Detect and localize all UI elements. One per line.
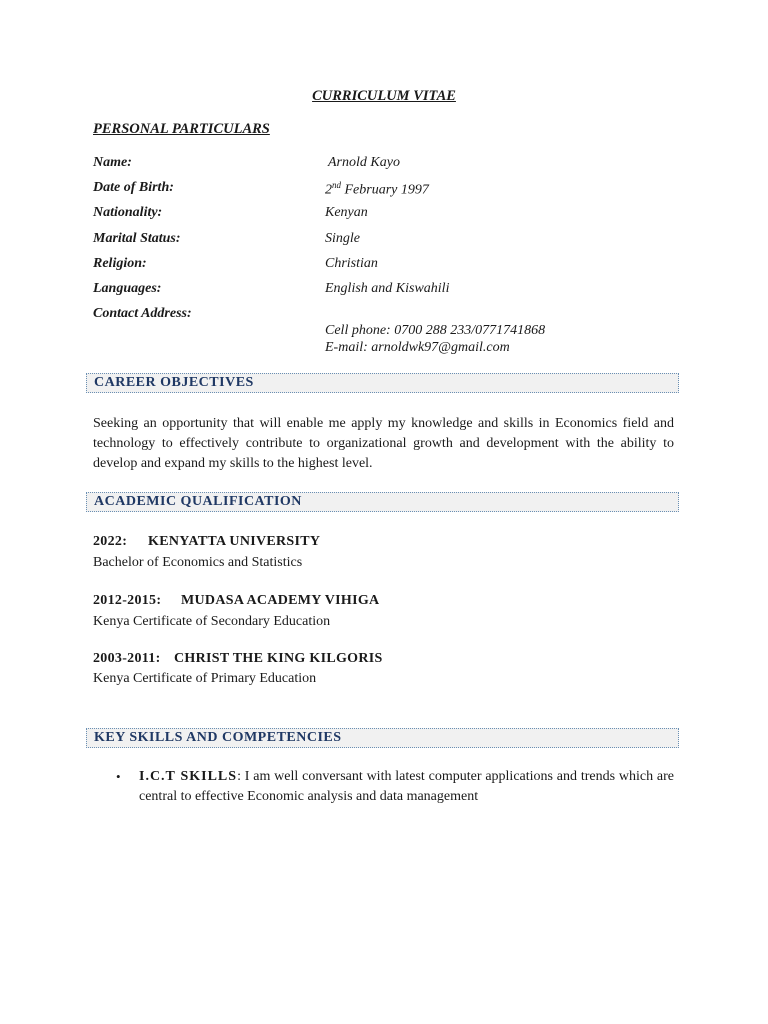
qualification-institution: CHRIST THE KING KILGORIS [174, 651, 383, 666]
field-value-dob [325, 180, 429, 199]
career-objectives-heading: CAREER OBJECTIVES [94, 375, 254, 390]
dob-day: 2 [325, 182, 332, 198]
field-row-marital-status [93, 231, 693, 251]
field-label-contact-address: Contact Address: [93, 306, 192, 321]
field-value-religion: Christian [325, 256, 378, 271]
qualification-award-3: Kenya Certificate of Primary Education [93, 671, 317, 686]
document-title: CURRICULUM VITAE [312, 88, 456, 104]
field-label-languages: Languages: [93, 281, 162, 296]
qualification-year: 2012-2015: [93, 593, 162, 608]
field-row-dob [93, 180, 693, 200]
cell-phone: Cell phone: 0700 288 233/0771741868 [325, 323, 546, 338]
personal-particulars-heading: PERSONAL PARTICULARS [93, 121, 270, 137]
field-row-nationality [93, 205, 693, 225]
career-objectives-band [86, 373, 679, 393]
qualification-heading-3 [93, 651, 383, 667]
skill-item [139, 767, 674, 807]
field-label-religion: Religion: [93, 256, 147, 271]
qualification-heading-1 [93, 534, 320, 550]
field-label-marital-status: Marital Status: [93, 231, 181, 246]
field-value-marital-status: Single [325, 231, 360, 246]
qualification-institution: KENYATTA UNIVERSITY [148, 534, 321, 549]
qualification-year: 2022: [93, 534, 128, 549]
field-value-name: Arnold Kayo [328, 155, 400, 170]
academic-qualification-heading: ACADEMIC QUALIFICATION [94, 494, 302, 509]
field-value-languages: English and Kiswahili [325, 281, 450, 296]
qualification-award-2: Kenya Certificate of Secondary Education [93, 614, 331, 629]
dob-day-suffix: nd [332, 180, 341, 190]
field-row-languages [93, 281, 693, 301]
key-skills-heading: KEY SKILLS AND COMPETENCIES [94, 730, 342, 745]
career-objectives-text: Seeking an opportunity that will enable me apply my knowledge and skills in Economics field and technology to effectively contribute to organizational growth and development with the ability to develop and expand my skills to the highest level. [93, 416, 674, 471]
academic-qualification-band [86, 492, 679, 512]
qualification-heading-2 [93, 593, 379, 609]
qualification-year: 2003-2011: [93, 651, 161, 666]
field-row-religion [93, 256, 693, 276]
skill-description: : I am well conversant with latest computer applications and trends which are central to effective Economic analysis and data management [139, 769, 674, 804]
qualification-award-1: Bachelor of Economics and Statistics [93, 555, 303, 570]
field-label-nationality: Nationality: [93, 205, 163, 220]
skill-name: I.C.T SKILLS [139, 769, 238, 784]
field-value-nationality: Kenyan [325, 205, 368, 220]
key-skills-band [86, 728, 679, 748]
field-label-dob: Date of Birth: [93, 180, 174, 195]
qualification-institution: MUDASA ACADEMY VIHIGA [181, 593, 380, 608]
field-row-name [93, 155, 693, 175]
dob-month-year: February 1997 [341, 182, 429, 198]
email-address: E-mail: arnoldwk97@gmail.com [325, 340, 510, 355]
bullet-icon: • [116, 769, 121, 784]
field-label-name: Name: [93, 155, 132, 170]
